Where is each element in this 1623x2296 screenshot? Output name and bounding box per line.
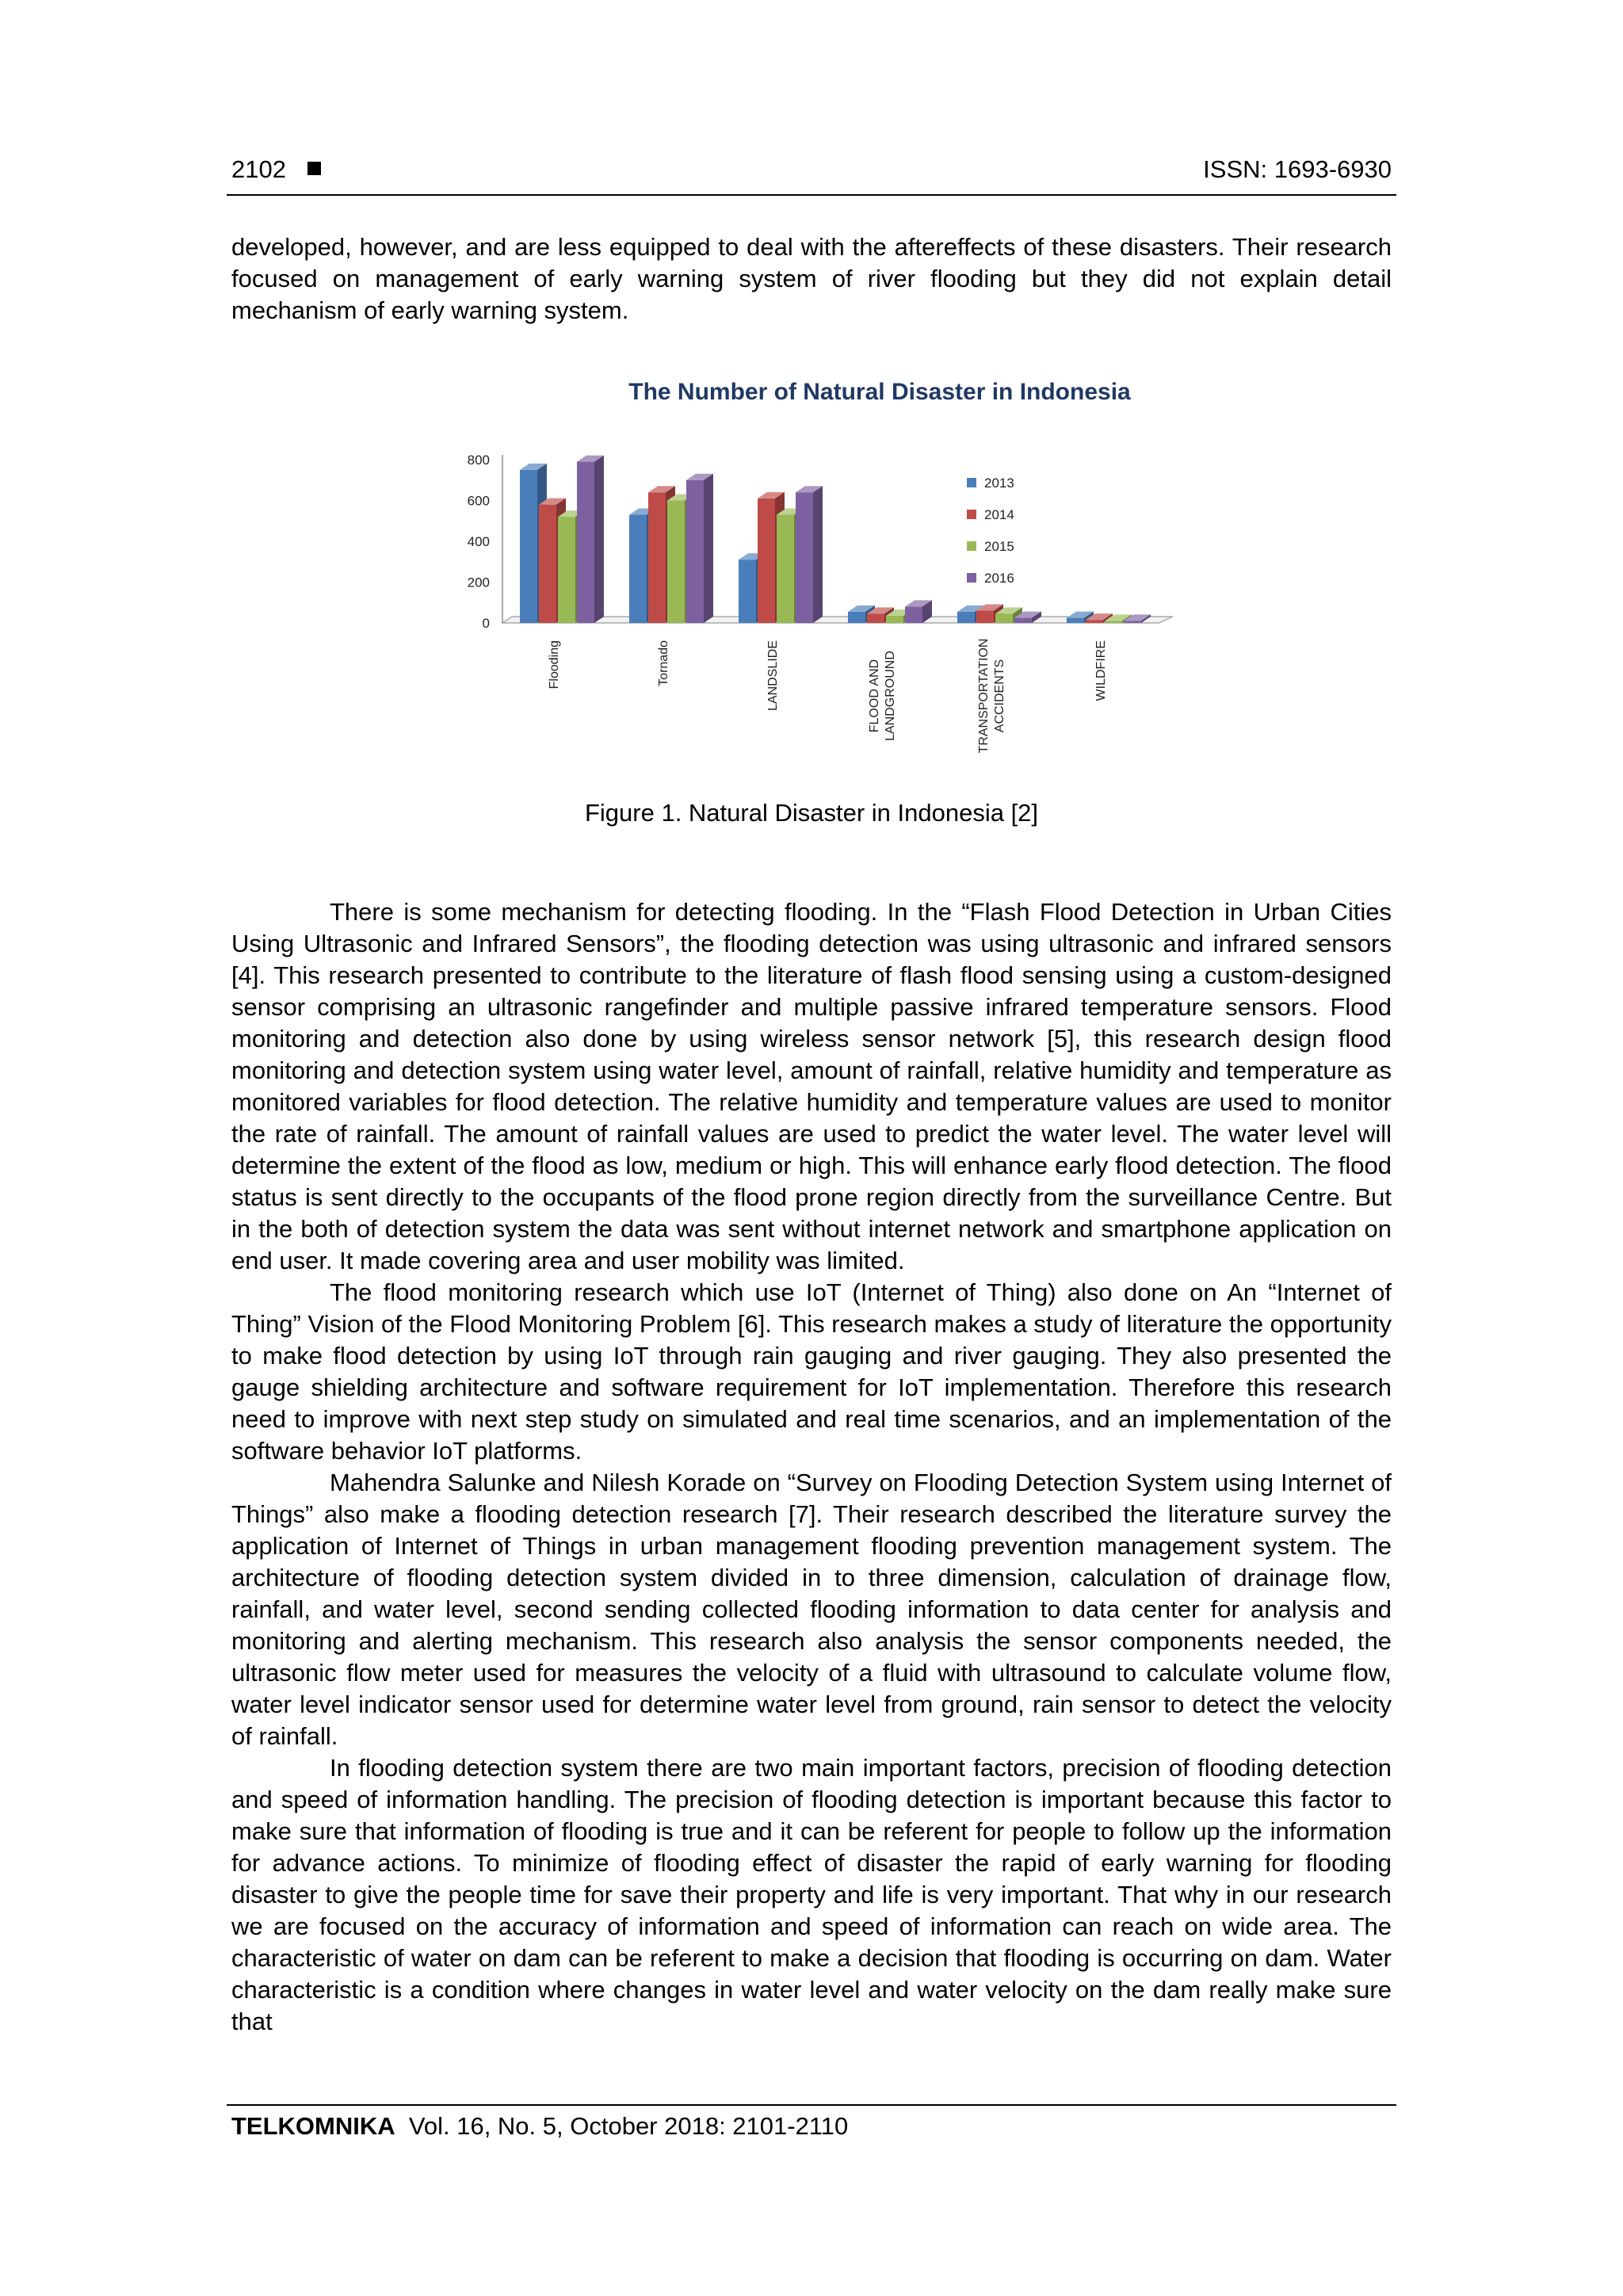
y-tick-label: 0 (482, 616, 490, 631)
running-header (231, 155, 1392, 195)
paragraph-3 (231, 1467, 1392, 1752)
bar-2016-0 (577, 456, 604, 623)
running-footer (231, 2112, 848, 2141)
paragraph-3-text: Mahendra Salunke and Nilesh Korade on “Survey on Flooding Detection System using Internet of Things” also make a flooding detection research [7]. Their research described the literature survey the application of Internet of Things in urban management flooding prevention management system. The architecture of flooding detection system divided in to three dimension, calculation of drainage flow, rainfall, and water level, second sending collected flooding information to data center for analysis and monitoring and alerting mechanism. This research also analysis the sensor components needed, the ultrasonic flow meter used for measures the velocity of a fluid with ultrasound to calculate volume flow, water level indicator sensor used for determine water level from ground, rain sensor to detect the velocity of rainfall. (231, 1469, 1392, 1750)
category-label: WILDFIRE (1094, 640, 1108, 701)
paragraph-1-text: There is some mechanism for detecting flooding. In the “Flash Flood Detection in Urban Cities Using Ultrasonic and Infrared Sensors”, the flooding detection was using ultrasonic and infrared sensors [4]. This research presented to contribute to the literature of flash flood sensing using a custom-designed sensor comprising an ultrasonic rangefinder and multiple passive infrared temperature sensors. Flood monitoring and detection also done by using wireless sensor network [5], this research design flood monitoring and detection system using water level, amount of rainfall, relative humidity and temperature as monitored variables for flood detection. The relative humidity and temperature values are used to monitor the rate of rainfall. The amount of rainfall values are used to predict the water level. The water level will determine the extent of the flood as low, medium or high. This will enhance early flood detection. The flood status is sent directly to the occupants of the flood prone region directly from the surveillance Centre. But in the both of detection system the data was sent without internet network and smartphone application on end user. It made covering area and user mobility was limited. (231, 898, 1392, 1274)
page-number: 2102 (231, 155, 286, 183)
header-rule (227, 194, 1396, 196)
category-label: TRANSPORTATION ACCIDENTS (977, 638, 1006, 754)
paragraph-2-text: The flood monitoring research which use IoT (Internet of Thing) also done on An “Internet of Thing” Vision of the Flood Monitoring Problem [6]. This research makes a study of literature the opportunity to make flood detection by using IoT through rain gauging and river gauging. They also presented the gauge shielding architecture and software requirement for IoT implementation. Therefore this research need to improve with next step study on simulated and real time scenarios, and an implementation of the software behavior IoT platforms. (231, 1278, 1392, 1465)
y-tick-label: 600 (467, 493, 490, 509)
bar-2016-2 (796, 486, 823, 623)
category-label: Flooding (548, 640, 561, 690)
legend-label: 2014 (984, 507, 1014, 522)
legend-swatch (967, 510, 976, 519)
y-tick-label: 400 (467, 534, 490, 549)
paragraph-4-text: In flooding detection system there are two main important factors, precision of flooding detection and speed of information handling. The precision of flooding detection is important because this factor to make sure that information of flooding is true and it can be referent for people to follow up the information for advance actions. To minimize of flooding effect of disaster the rapid of early warning for flooding disaster to give the people time for save their property and life is very important. That why in our research we are focused on the accuracy of information and speed of information can reach on wide area. The characteristic of water on dam can be referent to make a decision that flooding is occurring on dam. Water characteristic is a condition where changes in water level and water velocity on the dam really make sure that (231, 1754, 1392, 2035)
intro-paragraph: developed, however, and are less equipped to deal with the aftereffects of these disasters. Their research focused on management of early warning system of river flooding but they did not explain detail mechanism of early warning system. (231, 233, 1392, 324)
paragraph-2 (231, 1277, 1392, 1467)
square-bullet-icon (307, 162, 321, 175)
legend-swatch (967, 541, 976, 551)
legend-label: 2015 (984, 539, 1014, 554)
legend-label: 2013 (984, 476, 1014, 491)
figure-1 (437, 371, 1277, 799)
footer-rule (227, 2104, 1396, 2106)
category-label: Tornado (657, 640, 670, 686)
bar-2016-1 (686, 474, 713, 623)
figure-caption: Figure 1. Natural Disaster in Indonesia [2] (584, 799, 1039, 827)
legend-label: 2016 (984, 571, 1014, 586)
category-label: LANDSLIDE (766, 640, 780, 711)
category-label: FLOOD AND LANDGROUND (868, 651, 897, 741)
chart-legend (967, 476, 1014, 586)
chart-title: The Number of Natural Disaster in Indonesia (628, 379, 1131, 405)
legend-swatch (967, 478, 976, 487)
issn: ISSN: 1693-6930 (1203, 155, 1392, 183)
journal-name: TELKOMNIKA (231, 2112, 395, 2140)
chart-category-labels (548, 639, 1108, 754)
journal-details: Vol. 16, No. 5, October 2018: 2101-2110 (408, 2112, 849, 2140)
chart-bars (520, 456, 1151, 623)
bar-chart (437, 371, 1277, 799)
paragraph-4 (231, 1752, 1392, 2038)
y-tick-label: 800 (467, 453, 490, 468)
body-paragraphs (231, 896, 1392, 2038)
paragraph-1 (231, 896, 1392, 1277)
legend-swatch (967, 573, 976, 583)
y-tick-label: 200 (467, 575, 490, 590)
